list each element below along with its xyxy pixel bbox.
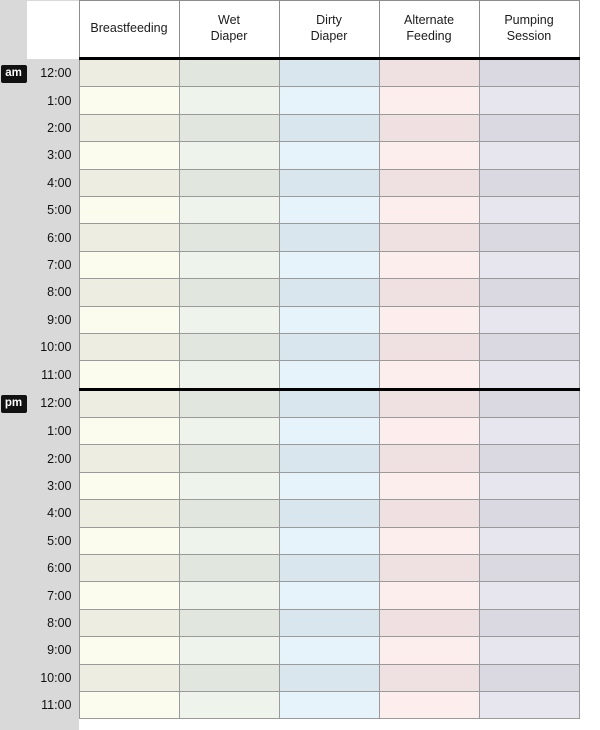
cell-wet-diaper[interactable] xyxy=(179,389,279,417)
cell-dirty-diaper[interactable] xyxy=(279,333,379,360)
cell-dirty-diaper[interactable] xyxy=(279,279,379,306)
cell-alternate-feeding[interactable] xyxy=(379,333,479,360)
period-label-cell xyxy=(0,169,27,196)
cell-breastfeeding[interactable] xyxy=(79,59,179,87)
cell-wet-diaper[interactable] xyxy=(179,361,279,389)
cell-pumping-session[interactable] xyxy=(479,418,579,445)
cell-dirty-diaper[interactable] xyxy=(279,306,379,333)
cell-breastfeeding[interactable] xyxy=(79,691,179,718)
cell-alternate-feeding[interactable] xyxy=(379,582,479,609)
cell-pumping-session[interactable] xyxy=(479,306,579,333)
table-row xyxy=(0,691,579,718)
table-row xyxy=(0,59,579,87)
period-label-cell xyxy=(0,418,27,445)
cell-alternate-feeding[interactable] xyxy=(379,555,479,582)
cell-wet-diaper[interactable] xyxy=(179,251,279,278)
cell-dirty-diaper[interactable] xyxy=(279,445,379,472)
period-label-cell xyxy=(0,609,27,636)
cell-alternate-feeding[interactable] xyxy=(379,169,479,196)
time-label: 6:00 xyxy=(27,555,79,582)
header-row xyxy=(0,1,579,59)
table-body xyxy=(0,59,579,719)
period-label-cell xyxy=(0,691,27,718)
cell-alternate-feeding[interactable] xyxy=(379,196,479,223)
cell-pumping-session[interactable] xyxy=(479,251,579,278)
cell-pumping-session[interactable] xyxy=(479,333,579,360)
header-corner-time xyxy=(27,1,79,59)
time-label: 5:00 xyxy=(27,527,79,554)
cell-wet-diaper[interactable] xyxy=(179,609,279,636)
column-header-label-line2: Diaper xyxy=(310,29,348,43)
cell-alternate-feeding[interactable] xyxy=(379,418,479,445)
table-row xyxy=(0,306,579,333)
cell-breastfeeding[interactable] xyxy=(79,418,179,445)
cell-dirty-diaper[interactable] xyxy=(279,609,379,636)
period-label-cell xyxy=(0,142,27,169)
cell-pumping-session[interactable] xyxy=(479,59,579,87)
time-label: 5:00 xyxy=(27,196,79,223)
table-row xyxy=(0,500,579,527)
period-label-cell xyxy=(0,196,27,223)
table-row xyxy=(0,142,579,169)
time-label: 10:00 xyxy=(27,333,79,360)
table-row xyxy=(0,333,579,360)
period-label-cell xyxy=(0,59,27,87)
cell-breastfeeding[interactable] xyxy=(79,196,179,223)
period-label-cell xyxy=(0,333,27,360)
cell-pumping-session[interactable] xyxy=(479,169,579,196)
cell-breastfeeding[interactable] xyxy=(79,114,179,141)
cell-alternate-feeding[interactable] xyxy=(379,637,479,664)
period-label-cell xyxy=(0,251,27,278)
time-label: 2:00 xyxy=(27,114,79,141)
period-label-cell xyxy=(0,445,27,472)
cell-wet-diaper[interactable] xyxy=(179,582,279,609)
cell-alternate-feeding[interactable] xyxy=(379,224,479,251)
cell-wet-diaper[interactable] xyxy=(179,472,279,499)
cell-wet-diaper[interactable] xyxy=(179,445,279,472)
time-label: 10:00 xyxy=(27,664,79,691)
cell-alternate-feeding[interactable] xyxy=(379,306,479,333)
cell-dirty-diaper[interactable] xyxy=(279,251,379,278)
cell-wet-diaper[interactable] xyxy=(179,87,279,114)
table-header xyxy=(0,1,579,59)
column-header-label-line1: Dirty xyxy=(316,13,342,28)
cell-pumping-session[interactable] xyxy=(479,527,579,554)
period-label-cell xyxy=(0,555,27,582)
cell-dirty-diaper[interactable] xyxy=(279,637,379,664)
cell-wet-diaper[interactable] xyxy=(179,169,279,196)
cell-pumping-session[interactable] xyxy=(479,142,579,169)
cell-breastfeeding[interactable] xyxy=(79,500,179,527)
period-label-cell xyxy=(0,637,27,664)
cell-breastfeeding[interactable] xyxy=(79,333,179,360)
cell-pumping-session[interactable] xyxy=(479,389,579,417)
cell-dirty-diaper[interactable] xyxy=(279,691,379,718)
cell-dirty-diaper[interactable] xyxy=(279,361,379,389)
column-header-label: Breastfeeding xyxy=(90,21,168,36)
cell-breastfeeding[interactable] xyxy=(79,142,179,169)
cell-wet-diaper[interactable] xyxy=(179,637,279,664)
period-label-cell xyxy=(0,224,27,251)
cell-breastfeeding[interactable] xyxy=(79,87,179,114)
cell-dirty-diaper[interactable] xyxy=(279,389,379,417)
period-label-cell xyxy=(0,87,27,114)
cell-pumping-session[interactable] xyxy=(479,196,579,223)
cell-breastfeeding[interactable] xyxy=(79,251,179,278)
period-label-cell xyxy=(0,527,27,554)
time-label: 4:00 xyxy=(27,169,79,196)
time-label: 3:00 xyxy=(27,142,79,169)
cell-wet-diaper[interactable] xyxy=(179,114,279,141)
cell-pumping-session[interactable] xyxy=(479,500,579,527)
cell-wet-diaper[interactable] xyxy=(179,664,279,691)
cell-dirty-diaper[interactable] xyxy=(279,472,379,499)
cell-dirty-diaper[interactable] xyxy=(279,527,379,554)
cell-breastfeeding[interactable] xyxy=(79,527,179,554)
cell-wet-diaper[interactable] xyxy=(179,418,279,445)
cell-wet-diaper[interactable] xyxy=(179,306,279,333)
cell-breastfeeding[interactable] xyxy=(79,582,179,609)
table-row xyxy=(0,279,579,306)
cell-breastfeeding[interactable] xyxy=(79,555,179,582)
cell-dirty-diaper[interactable] xyxy=(279,224,379,251)
cell-pumping-session[interactable] xyxy=(479,637,579,664)
cell-alternate-feeding[interactable] xyxy=(379,142,479,169)
table-row xyxy=(0,445,579,472)
time-label: 9:00 xyxy=(27,637,79,664)
cell-alternate-feeding[interactable] xyxy=(379,361,479,389)
cell-pumping-session[interactable] xyxy=(479,87,579,114)
cell-breastfeeding[interactable] xyxy=(79,279,179,306)
cell-alternate-feeding[interactable] xyxy=(379,87,479,114)
cell-alternate-feeding[interactable] xyxy=(379,59,479,87)
table-row xyxy=(0,196,579,223)
cell-dirty-diaper[interactable] xyxy=(279,87,379,114)
column-header-label-line2: Session xyxy=(506,29,552,43)
cell-wet-diaper[interactable] xyxy=(179,224,279,251)
table-row xyxy=(0,527,579,554)
cell-alternate-feeding[interactable] xyxy=(379,500,479,527)
column-header-breastfeeding xyxy=(79,1,179,59)
column-header-dirty-diaper xyxy=(279,1,379,59)
cell-breastfeeding[interactable] xyxy=(79,169,179,196)
cell-wet-diaper[interactable] xyxy=(179,59,279,87)
period-label-cell xyxy=(0,114,27,141)
table-row xyxy=(0,582,579,609)
table-row xyxy=(0,418,579,445)
cell-dirty-diaper[interactable] xyxy=(279,196,379,223)
cell-dirty-diaper[interactable] xyxy=(279,114,379,141)
cell-wet-diaper[interactable] xyxy=(179,142,279,169)
time-label: 3:00 xyxy=(27,472,79,499)
column-header-label-line1: Pumping xyxy=(504,13,554,28)
cell-wet-diaper[interactable] xyxy=(179,555,279,582)
period-label-cell xyxy=(0,389,27,417)
cell-breastfeeding[interactable] xyxy=(79,389,179,417)
time-label: 11:00 xyxy=(27,361,79,389)
period-badge: pm xyxy=(1,395,27,413)
cell-pumping-session[interactable] xyxy=(479,279,579,306)
cell-breastfeeding[interactable] xyxy=(79,609,179,636)
table-row xyxy=(0,609,579,636)
header-corner-period xyxy=(0,1,27,59)
cell-breastfeeding[interactable] xyxy=(79,224,179,251)
table-row xyxy=(0,389,579,417)
time-label: 2:00 xyxy=(27,445,79,472)
cell-wet-diaper[interactable] xyxy=(179,196,279,223)
cell-breastfeeding[interactable] xyxy=(79,472,179,499)
cell-alternate-feeding[interactable] xyxy=(379,251,479,278)
cell-breastfeeding[interactable] xyxy=(79,664,179,691)
period-badge: am xyxy=(1,65,27,83)
period-label-cell xyxy=(0,472,27,499)
cell-alternate-feeding[interactable] xyxy=(379,472,479,499)
table-row xyxy=(0,224,579,251)
time-label: 7:00 xyxy=(27,251,79,278)
time-label: 8:00 xyxy=(27,609,79,636)
cell-dirty-diaper[interactable] xyxy=(279,500,379,527)
table-row xyxy=(0,664,579,691)
cell-pumping-session[interactable] xyxy=(479,114,579,141)
time-label: 8:00 xyxy=(27,279,79,306)
table-row xyxy=(0,251,579,278)
period-label-cell xyxy=(0,279,27,306)
cell-wet-diaper[interactable] xyxy=(179,691,279,718)
cell-pumping-session[interactable] xyxy=(479,224,579,251)
cell-pumping-session[interactable] xyxy=(479,361,579,389)
table-row xyxy=(0,169,579,196)
cell-pumping-session[interactable] xyxy=(479,472,579,499)
cell-breastfeeding[interactable] xyxy=(79,361,179,389)
column-header-label-line1: Wet xyxy=(218,13,240,28)
column-header-pumping-session xyxy=(479,1,579,59)
time-label: 1:00 xyxy=(27,87,79,114)
column-header-label-line1: Alternate xyxy=(403,13,455,28)
time-label: 7:00 xyxy=(27,582,79,609)
cell-alternate-feeding[interactable] xyxy=(379,691,479,718)
cell-dirty-diaper[interactable] xyxy=(279,59,379,87)
period-label-cell xyxy=(0,306,27,333)
time-label: 11:00 xyxy=(27,691,79,718)
cell-alternate-feeding[interactable] xyxy=(379,279,479,306)
column-header-label-line2: Feeding xyxy=(406,29,452,43)
cell-alternate-feeding[interactable] xyxy=(379,389,479,417)
time-label: 9:00 xyxy=(27,306,79,333)
cell-dirty-diaper[interactable] xyxy=(279,555,379,582)
period-label-cell xyxy=(0,500,27,527)
period-label-cell xyxy=(0,361,27,389)
column-header-label-line2: Diaper xyxy=(210,29,248,43)
cell-dirty-diaper[interactable] xyxy=(279,664,379,691)
table-row xyxy=(0,87,579,114)
cell-pumping-session[interactable] xyxy=(479,555,579,582)
cell-alternate-feeding[interactable] xyxy=(379,114,479,141)
cell-wet-diaper[interactable] xyxy=(179,279,279,306)
time-label: 6:00 xyxy=(27,224,79,251)
cell-breastfeeding[interactable] xyxy=(79,637,179,664)
cell-breastfeeding[interactable] xyxy=(79,306,179,333)
cell-wet-diaper[interactable] xyxy=(179,333,279,360)
table-row xyxy=(0,114,579,141)
cell-wet-diaper[interactable] xyxy=(179,527,279,554)
cell-dirty-diaper[interactable] xyxy=(279,142,379,169)
cell-alternate-feeding[interactable] xyxy=(379,664,479,691)
cell-dirty-diaper[interactable] xyxy=(279,582,379,609)
cell-alternate-feeding[interactable] xyxy=(379,445,479,472)
cell-pumping-session[interactable] xyxy=(479,582,579,609)
time-label: 4:00 xyxy=(27,500,79,527)
cell-pumping-session[interactable] xyxy=(479,691,579,718)
table-row xyxy=(0,637,579,664)
cell-alternate-feeding[interactable] xyxy=(379,527,479,554)
table-row xyxy=(0,555,579,582)
cell-wet-diaper[interactable] xyxy=(179,500,279,527)
table-row xyxy=(0,361,579,389)
period-label-cell xyxy=(0,582,27,609)
time-label: 12:00 xyxy=(27,389,79,417)
column-header-alternate-feeding xyxy=(379,1,479,59)
time-label: 1:00 xyxy=(27,418,79,445)
cell-pumping-session[interactable] xyxy=(479,664,579,691)
table-row xyxy=(0,472,579,499)
period-label-cell xyxy=(0,664,27,691)
cell-dirty-diaper[interactable] xyxy=(279,169,379,196)
cell-pumping-session[interactable] xyxy=(479,445,579,472)
cell-alternate-feeding[interactable] xyxy=(379,609,479,636)
column-header-wet-diaper xyxy=(179,1,279,59)
cell-dirty-diaper[interactable] xyxy=(279,418,379,445)
cell-pumping-session[interactable] xyxy=(479,609,579,636)
cell-breastfeeding[interactable] xyxy=(79,445,179,472)
time-label: 12:00 xyxy=(27,59,79,87)
